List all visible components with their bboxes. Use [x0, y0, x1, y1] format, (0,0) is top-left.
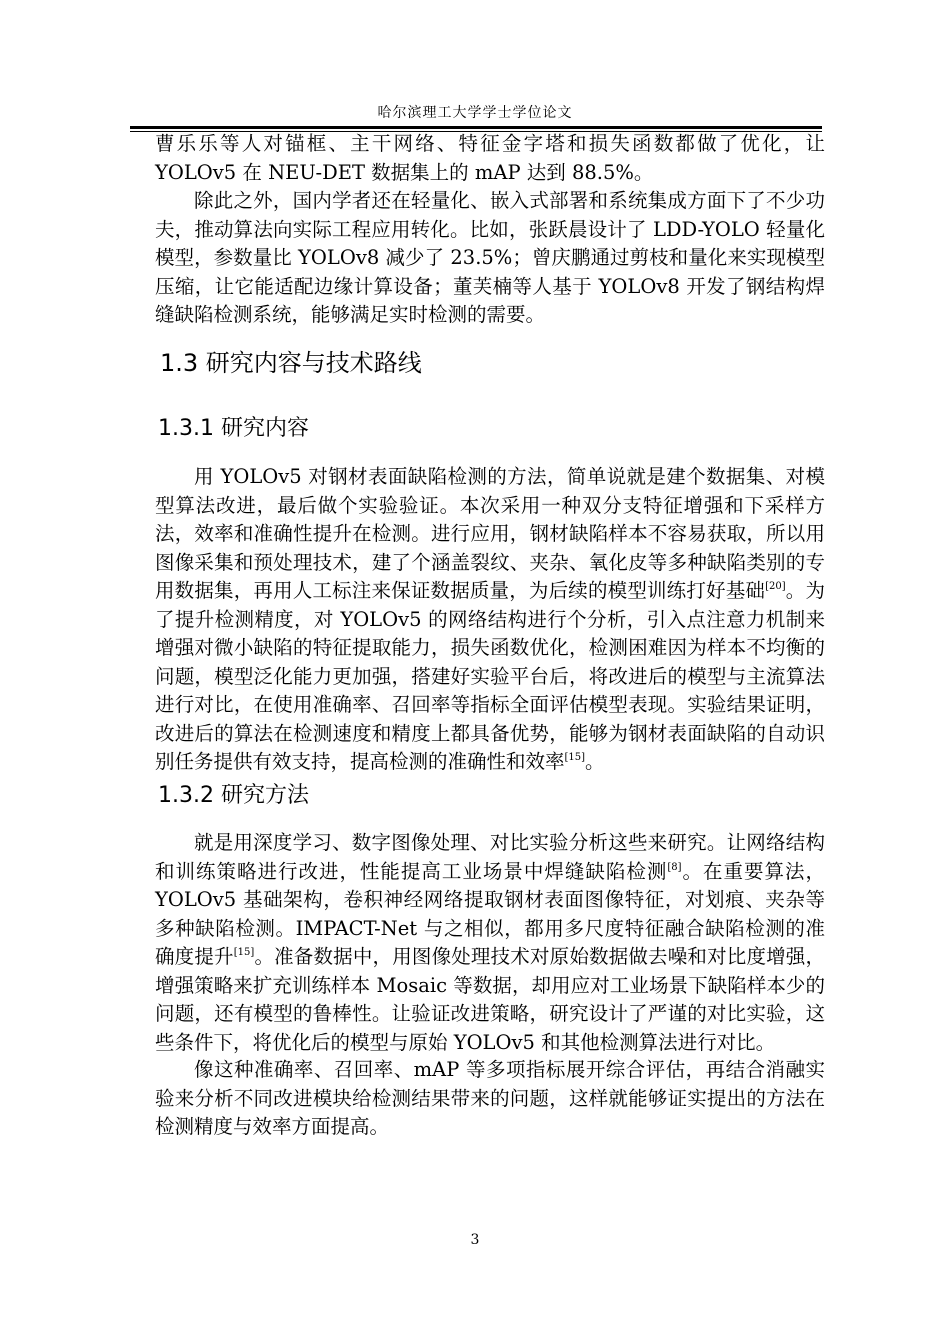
paragraph-lightweight	[155, 187, 825, 330]
paragraph-text	[155, 463, 825, 777]
section-heading-1-3: 1.3 研究内容与技术路线	[160, 349, 422, 377]
text-segment: 。在重要算法，YOLOv5 基础架构，卷积神经网络提取钢材表面图像特征，对划痕、夹杂等多种缺陷检测。IMPACT-Net 与之相似，都用多尺度特征融合缺陷检测的准确度提升	[155, 859, 825, 968]
text-segment: 就是用深度学习、数字图像处理、对比实验分析这些来研究。让网络结构和训练策略进行改进，性能提高工业场景中焊缝缺陷检测	[155, 831, 825, 883]
citation-ref: [8]	[667, 861, 682, 873]
paragraph-text: 除此之外，国内学者还在轻量化、嵌入式部署和系统集成方面下了不少功夫，推动算法向实际工程应用转化。比如，张跃晨设计了 LDD-YOLO 轻量化模型，参数量比 YOLOv8 减少了 23.5%；曾庆鹏通过剪枝和量化来实现模型压缩，让它能适配边缘计算设备；董芙楠等人基于 YOLOv8 开发了钢结构焊缝缺陷检测系统，能够满足实时检测的需要。	[155, 189, 825, 326]
text-segment: 用 YOLOv5 对钢材表面缺陷检测的方法，简单说就是建个数据集、对模型算法改进，最后做个实验验证。本次采用一种双分支特征增强和下采样方法，效率和准确性提升在检测。进行应用，钢材缺陷样本不容易获取，所以用图像采集和预处理技术，建了个涵盖裂纹、夹杂、氧化皮等多种缺陷类别的专用数据集，再用人工标注来保证数据质量，为后续的模型训练打好基础	[155, 465, 825, 602]
subsection-heading-1-3-1: 1.3.1 研究内容	[158, 416, 309, 441]
paragraph-research-method	[155, 829, 825, 1057]
page-number: 3	[470, 1232, 480, 1248]
paragraph-text: 像这种准确率、召回率、mAP 等多项指标展开综合评估，再结合消融实验来分析不同改进模块给检测结果带来的问题，这样就能够证实提出的方法在检测精度与效率方面提高。	[155, 1058, 825, 1138]
header-rule	[130, 126, 822, 129]
running-header: 哈尔滨理工大学学士学位论文	[377, 105, 573, 121]
citation-ref: [20]	[765, 581, 786, 592]
paragraph-text: 曹乐乐等人对锚框、主干网络、特征金字塔和损失函数都做了优化，让 YOLOv5 在 NEU-DET 数据集上的 mAP 达到 88.5%。	[155, 132, 825, 184]
text-segment: 。	[585, 750, 605, 773]
paragraph-evaluation	[155, 1056, 825, 1142]
text-segment: 。为了提升检测精度，对 YOLOv5 的网络结构进行个分析，引入点注意力机制来增强对微小缺陷的特征提取能力，损失函数优化，检测困难因为样本不均衡的问题，模型泛化能力更加强，搭建好实验平台后，将改进后的模型与主流算法进行对比，在使用准确率、召回率等指标全面评估模型表现。实验结果证明，改进后的算法在检测速度和精度上都具备优势，能够为钢材表面缺陷的自动识别任务提供有效支持，提高检测的准确性和效率	[155, 579, 825, 773]
paragraph-text	[155, 829, 825, 1057]
paragraph-research-content	[155, 463, 825, 777]
citation-ref: [15]	[233, 947, 255, 958]
paragraph-continued	[155, 130, 825, 187]
citation-ref: [15]	[564, 752, 586, 763]
text-segment: 。准备数据中，用图像处理技术对原始数据做去噪和对比度增强，增强策略来扩充训练样本 Mosaic 等数据，却用应对工业场景下缺陷样本少的问题，还有模型的鲁棒性。让验证改进策略，研究设计了严谨的对比实验，这些条件下，将优化后的模型与原始 YOLOv5 和其他检测算法进行对比。	[155, 945, 825, 1054]
subsection-heading-1-3-2: 1.3.2 研究方法	[158, 783, 309, 808]
